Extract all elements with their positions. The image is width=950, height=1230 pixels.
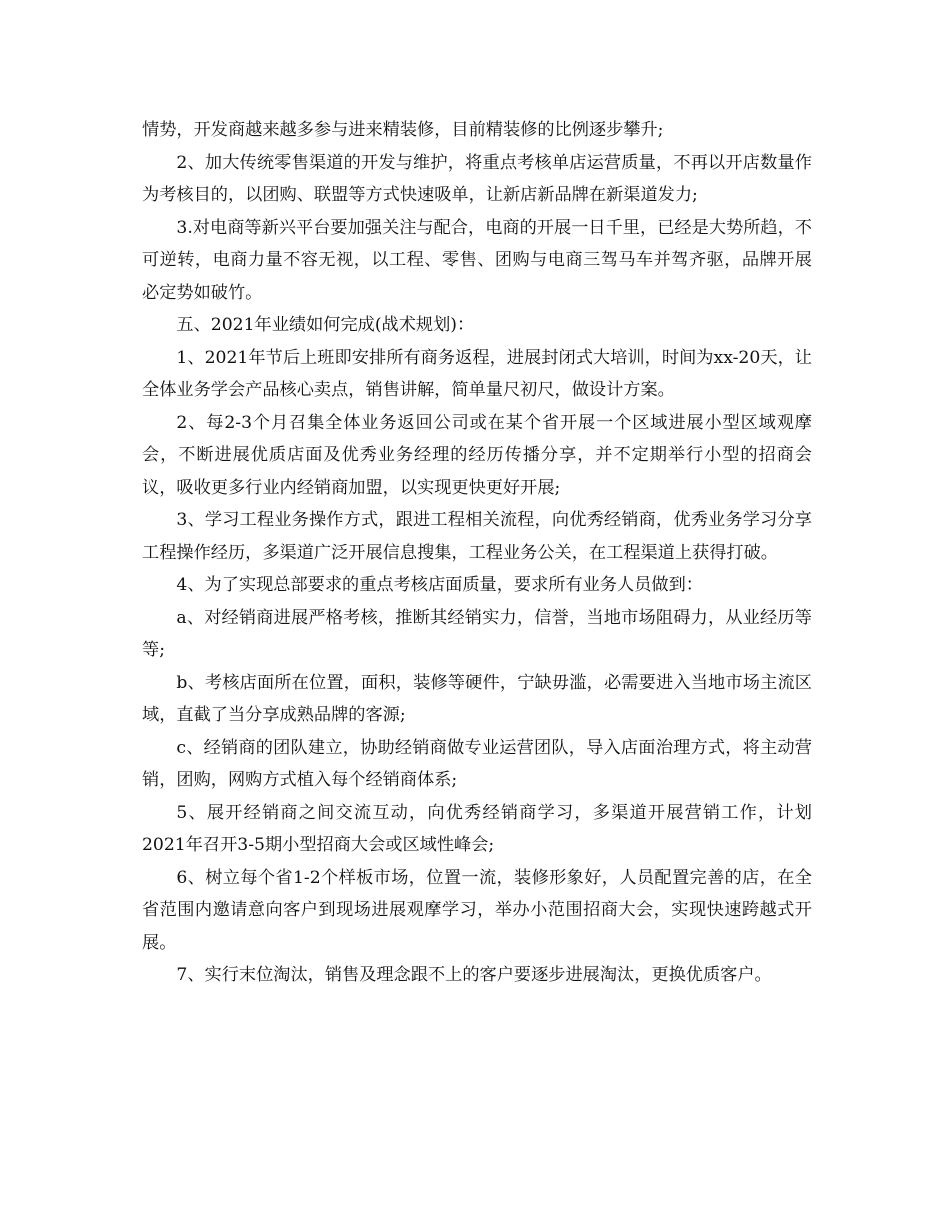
paragraph-item-3: 3.对电商等新兴平台要加强关注与配合，电商的开展一日千里，已经是大势所趋，不可逆转，电商力量不容无视，以工程、零售、团购与电商三驾马车并驾齐驱，品牌开展必定势如破竹。 bbox=[142, 217, 812, 303]
document-body bbox=[142, 114, 812, 992]
paragraph-continuation: 情势，开发商越来越多参与进来精装修，目前精装修的比例逐步攀升; bbox=[142, 120, 664, 140]
paragraph-plan-1: 1、2021年节后上班即安排所有商务返程，进展封闭式大培训，时间为xx-20天，让全体业务学会产品核心卖点，销售讲解，简单量尺初尺，做设计方案。 bbox=[142, 347, 812, 400]
paragraph-plan-4a: a、对经销商进展严格考核，推断其经销实力，信誉，当地市场阻碍力，从业经历等等; bbox=[142, 607, 812, 660]
paragraph-plan-4b: b、考核店面所在位置，面积，装修等硬件，宁缺毋滥，必需要进入当地市场主流区域，直截了当分享成熟品牌的客源; bbox=[142, 672, 812, 725]
paragraph-plan-4: 4、为了实现总部要求的重点考核店面质量，要求所有业务人员做到： bbox=[176, 575, 703, 595]
paragraph-item-2: 2、加大传统零售渠道的开发与维护，将重点考核单店运营质量，不再以开店数量作为考核目的，以团购、联盟等方式快速吸单，让新店新品牌在新渠道发力; bbox=[142, 152, 812, 205]
paragraph-plan-4c: c、经销商的团队建立，协助经销商做专业运营团队，导入店面治理方式，将主动营销，团购，网购方式植入每个经销商体系; bbox=[142, 737, 812, 790]
section-heading-5: 五、2021年业绩如何完成(战术规划)： bbox=[176, 315, 475, 335]
paragraph-plan-5: 5、展开经销商之间交流互动，向优秀经销商学习，多渠道开展营销工作，计划2021年召开3-5期小型招商大会或区域性峰会; bbox=[142, 802, 812, 855]
paragraph-plan-3: 3、学习工程业务操作方式，跟进工程相关流程，向优秀经销商，优秀业务学习分享工程操作经历，多渠道广泛开展信息搜集，工程业务公关，在工程渠道上获得打破。 bbox=[142, 510, 812, 563]
paragraph-plan-6: 6、树立每个省1-2个样板市场，位置一流，装修形象好，人员配置完善的店，在全省范围内邀请意向客户到现场进展观摩学习，举办小范围招商大会，实现快速跨越式开展。 bbox=[142, 867, 812, 953]
paragraph-plan-7: 7、实行末位淘汰，销售及理念跟不上的客户要逐步进展淘汰，更换优质客户。 bbox=[176, 965, 772, 985]
paragraph-plan-2: 2、每2-3个月召集全体业务返回公司或在某个省开展一个区域进展小型区域观摩会，不断进展优质店面及优秀业务经理的经历传播分享，并不定期举行小型的招商会议，吸收更多行业内经销商加盟，以实现更快更好开展; bbox=[142, 412, 812, 498]
